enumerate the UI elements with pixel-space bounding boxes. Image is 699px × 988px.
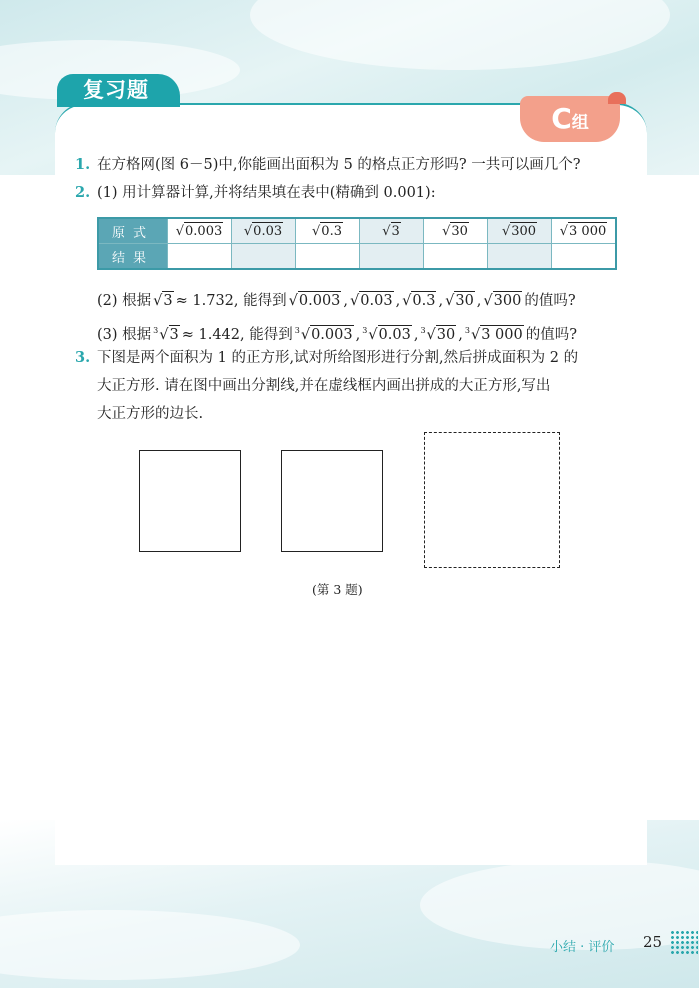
radicand: 0.03 — [253, 223, 283, 239]
formula-cell — [232, 218, 296, 244]
text-segment: ≈ 1.442, 能得到 — [181, 327, 293, 343]
root-index: 3 — [362, 326, 368, 335]
question-number: 3. — [75, 349, 91, 366]
dot-pattern-icon — [670, 930, 698, 954]
radical-expression — [153, 327, 180, 343]
radical-expression — [382, 224, 401, 239]
radical-sign-icon: √ — [445, 293, 455, 309]
radicand: 30 — [436, 327, 456, 343]
question-number: 2. — [75, 184, 91, 201]
root-index: 3 — [153, 326, 159, 335]
radical-sign-icon: √ — [442, 223, 451, 239]
radicand: 0.03 — [360, 293, 393, 309]
group-badge: C组 — [520, 96, 620, 142]
radical-expression — [362, 327, 412, 343]
radical-expression — [445, 293, 475, 309]
radicand: 30 — [455, 293, 474, 309]
radical-sign-icon: √ — [426, 327, 436, 343]
text-segment: , — [355, 327, 361, 343]
radicand: 0.3 — [321, 223, 342, 239]
radical-sign-icon: √ — [559, 223, 569, 239]
radical-expression — [244, 224, 283, 239]
radicand: 3 — [169, 327, 179, 343]
formula-cell — [360, 218, 424, 244]
radical-sign-icon: √ — [470, 327, 481, 343]
result-cell[interactable] — [552, 244, 617, 270]
text-segment: 的值吗? — [524, 293, 576, 309]
radical-expression — [465, 327, 524, 343]
radical-sign-icon: √ — [175, 223, 185, 239]
radical-sign-icon: √ — [153, 293, 163, 309]
question-2-part-3 — [97, 321, 577, 345]
text-segment: , — [395, 293, 401, 309]
page-number: 25 — [643, 933, 663, 951]
radicand: 0.003 — [298, 293, 341, 309]
radicand: 3 — [163, 293, 173, 309]
radical-sign-icon: √ — [159, 327, 169, 343]
result-cell[interactable] — [296, 244, 360, 270]
radical-sign-icon: √ — [402, 293, 412, 309]
text-segment: , — [438, 293, 444, 309]
radical-sign-icon: √ — [300, 327, 311, 343]
text-segment: , — [458, 327, 463, 343]
text-segment: ≈ 1.732, 能得到 — [175, 293, 287, 309]
root-index: 3 — [420, 326, 426, 335]
radical-expression — [176, 224, 224, 239]
question-1-text: 在方格网(图 6－5)中,你能画出面积为 5 的格点正方形吗? 一共可以画几个? — [97, 157, 581, 173]
radicand: 0.003 — [185, 223, 223, 239]
result-cell[interactable] — [360, 244, 424, 270]
text-segment: , — [476, 293, 482, 309]
radicand: 0.3 — [412, 293, 436, 309]
formula-cell — [296, 218, 360, 244]
radical-expression — [442, 224, 469, 239]
radicand: 0.03 — [378, 327, 411, 343]
question-3-line: 大正方形. 请在图中画出分割线,并在虚线框内画出拼成的大正方形,写出 — [97, 378, 551, 394]
text-segment: , — [413, 327, 419, 343]
section-tab: 复习题 — [57, 74, 180, 107]
radical-sign-icon: √ — [382, 223, 391, 239]
radical-sign-icon: √ — [288, 293, 298, 309]
text-segment: 的值吗? — [525, 327, 577, 343]
radicand: 300 — [493, 293, 522, 309]
radical-sign-icon: √ — [368, 327, 378, 343]
formula-cell — [552, 218, 617, 244]
result-cell[interactable] — [232, 244, 296, 270]
radical-expression — [560, 224, 608, 239]
question-number: 1. — [75, 156, 91, 173]
root-index: 3 — [294, 326, 300, 335]
radical-expression — [402, 293, 436, 309]
radicand: 30 — [451, 223, 468, 239]
radicand: 3 000 — [569, 223, 607, 239]
radical-expression — [483, 293, 522, 309]
radicand: 3 000 — [481, 327, 523, 343]
row-header-result: 结果 — [98, 244, 168, 270]
radical-expression — [295, 327, 354, 343]
radicand: 3 — [391, 223, 400, 239]
calculation-table — [97, 217, 617, 270]
row-header-formula: 原式 — [98, 218, 168, 244]
radical-expression — [312, 224, 343, 239]
result-cell[interactable] — [168, 244, 232, 270]
root-index: 3 — [464, 326, 470, 335]
radicand: 0.003 — [311, 327, 353, 343]
question-2-part-2 — [97, 291, 576, 311]
radical-expression — [350, 293, 394, 309]
radicand: 300 — [511, 223, 537, 239]
dashed-answer-box — [424, 432, 560, 568]
figure-caption: (第 3 题) — [312, 582, 363, 597]
radical-expression — [502, 224, 537, 239]
text-segment: , — [343, 293, 349, 309]
formula-cell — [488, 218, 552, 244]
question-3-line: 大正方形的边长. — [97, 406, 204, 422]
formula-cell — [168, 218, 232, 244]
radical-expression — [153, 293, 173, 309]
result-cell[interactable] — [488, 244, 552, 270]
chapter-label: 小结 · 评价 — [550, 940, 615, 955]
unit-square-1 — [139, 450, 241, 552]
text-segment: (3) 根据 — [97, 327, 152, 343]
radical-sign-icon: √ — [483, 293, 493, 309]
radical-sign-icon: √ — [312, 223, 321, 239]
radical-sign-icon: √ — [501, 223, 511, 239]
formula-cell — [424, 218, 488, 244]
radical-sign-icon: √ — [243, 223, 253, 239]
unit-square-2 — [281, 450, 383, 552]
question-2-part-1: (1) 用计算器计算,并将结果填在表中(精确到 0.001): — [97, 185, 436, 201]
radical-expression — [289, 293, 342, 309]
result-cell[interactable] — [424, 244, 488, 270]
radical-expression — [420, 327, 456, 343]
text-segment: (2) 根据 — [97, 293, 152, 309]
radical-sign-icon: √ — [350, 293, 360, 309]
question-3-line: 下图是两个面积为 1 的正方形,试对所给图形进行分割,然后拼成面积为 2 的 — [97, 350, 579, 366]
